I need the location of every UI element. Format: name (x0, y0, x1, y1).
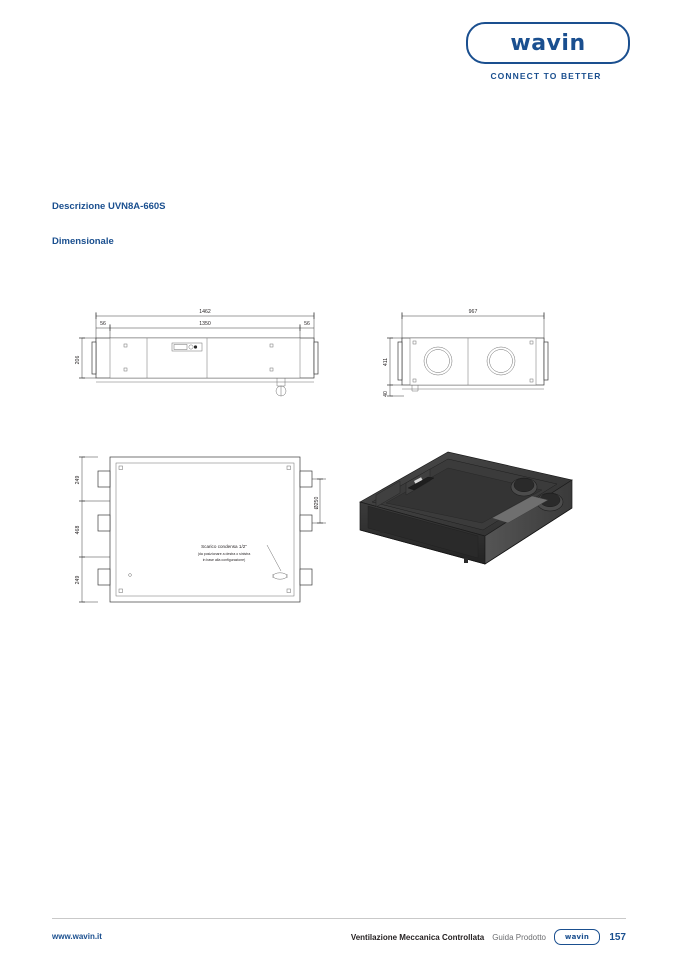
technical-drawings (52, 290, 626, 630)
dim-height: 206 (75, 355, 81, 365)
logo-tagline: CONNECT TO BETTER (490, 71, 602, 81)
dim-side-height: 411 (383, 357, 389, 367)
note-condensate-line1: (da posizionare a destra o sinistra (197, 552, 251, 556)
side-elevation-drawing (382, 290, 582, 430)
logo-pill (466, 22, 630, 64)
wavin-logo (466, 22, 626, 81)
footer-logo-badge: wavin (554, 929, 600, 945)
isometric-view-drawing (352, 440, 602, 620)
dim-bottom-spacing: 249 (75, 575, 81, 585)
dim-left-offset: 56 (100, 321, 106, 327)
dim-overall-width: 1462 (199, 309, 211, 315)
footer-meta (351, 929, 626, 945)
logo-wordmark: wavin (510, 30, 586, 56)
dim-top-spacing: 249 (75, 475, 81, 485)
footer-category: Ventilazione Meccanica Controllata (350, 932, 485, 942)
dim-right-offset: 56 (304, 321, 310, 327)
page-number: 157 (609, 931, 626, 943)
dim-foot: 40 (383, 391, 389, 397)
section-title-dimensional: Dimensionale (52, 236, 114, 247)
front-elevation-drawing (52, 290, 332, 430)
footer-divider (52, 918, 626, 919)
footer-guide: Guida Prodotto (492, 932, 546, 942)
dim-mid-spacing: 468 (75, 525, 81, 535)
note-condensate-title: Scarico condensa 1/2" (201, 544, 247, 549)
dim-side-width: 967 (468, 309, 478, 315)
top-view-drawing (52, 445, 342, 625)
dim-inner-width: 1350 (199, 321, 211, 327)
note-condensate-line2: in base alla configurazione) (202, 558, 246, 562)
footer-website[interactable]: www.wavin.it (52, 932, 102, 941)
section-title-description: Descrizione UVN8A-660S (52, 201, 166, 212)
dim-duct-diameter: Ø250 (314, 496, 320, 510)
